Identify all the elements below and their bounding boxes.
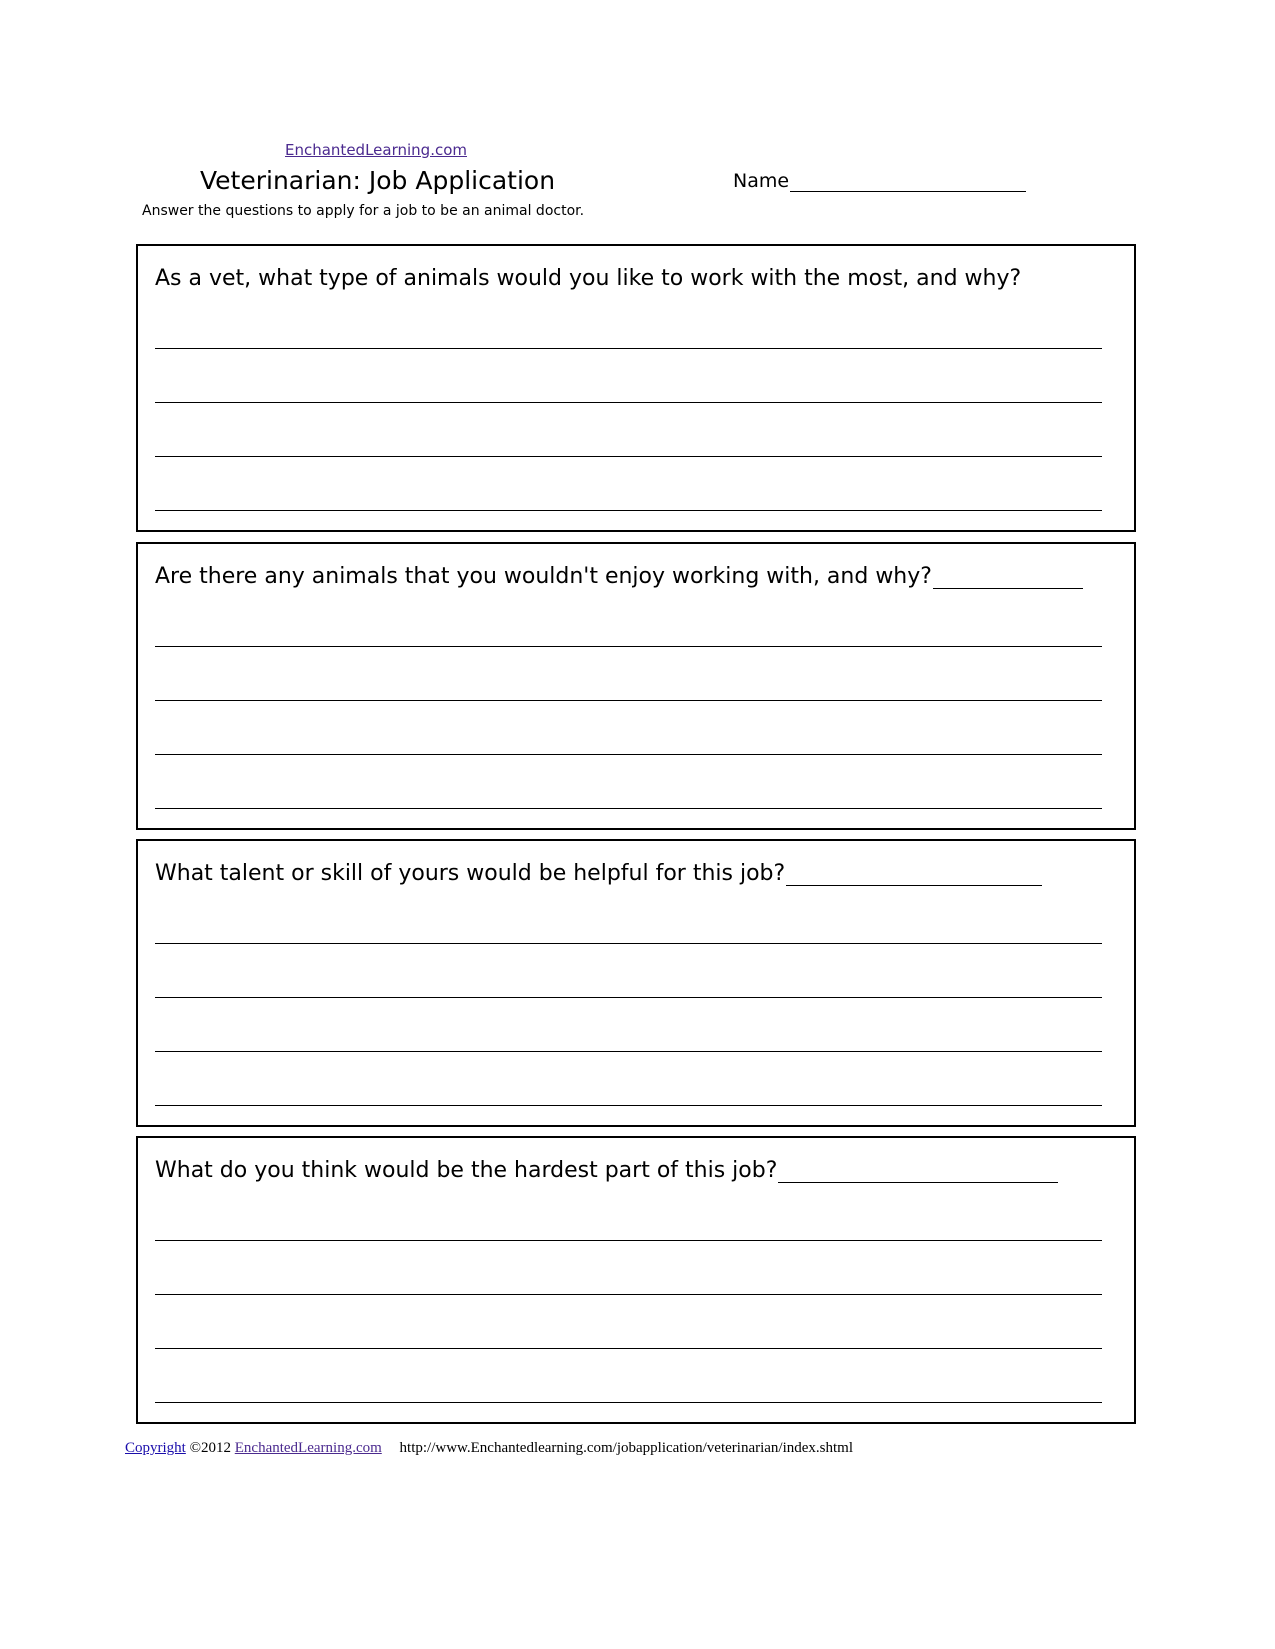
question-1-text: As a vet, what type of animals would you like to work with the most, and why?: [155, 266, 1022, 291]
answer-trailing-line: [933, 566, 1083, 589]
question-4-text: What do you think would be the hardest part of this job?: [155, 1158, 778, 1183]
question-1: [155, 266, 1021, 291]
copyright-link[interactable]: Copyright: [125, 1440, 186, 1456]
answer-line: [155, 1051, 1102, 1052]
question-box-3: [136, 839, 1136, 1127]
name-field: [733, 170, 1026, 192]
answer-line: [155, 1402, 1102, 1403]
answer-line: [155, 754, 1102, 755]
question-box-1: [136, 244, 1136, 532]
question-box-4: [136, 1136, 1136, 1424]
question-2: [155, 564, 1083, 589]
answer-line: [155, 1240, 1102, 1241]
name-label: Name: [733, 170, 790, 192]
footer: [125, 1440, 853, 1457]
answer-line: [155, 1105, 1102, 1106]
answer-line: [155, 510, 1102, 511]
page-title: Veterinarian: Job Application: [200, 166, 556, 195]
question-4: [155, 1158, 1058, 1183]
question-box-2: [136, 542, 1136, 830]
answer-line: [155, 997, 1102, 998]
answer-line: [155, 943, 1102, 944]
enchantedlearning-footer-link[interactable]: EnchantedLearning.com: [234, 1440, 382, 1456]
answer-line: [155, 1294, 1102, 1295]
answer-trailing-line: [778, 1160, 1058, 1183]
answer-line: [155, 646, 1102, 647]
answer-trailing-line: [786, 863, 1042, 886]
name-blank-line: [790, 171, 1026, 192]
answer-line: [155, 1348, 1102, 1349]
question-3: [155, 861, 1042, 886]
question-2-text: Are there any animals that you wouldn't enjoy working with, and why?: [155, 564, 932, 589]
copyright-year: ©2012: [189, 1440, 231, 1456]
answer-line: [155, 402, 1102, 403]
page-url: http://www.Enchantedlearning.com/jobapplication/veterinarian/index.shtml: [399, 1440, 854, 1456]
answer-line: [155, 700, 1102, 701]
answer-line: [155, 456, 1102, 457]
instructions: Answer the questions to apply for a job to be an animal doctor.: [142, 203, 585, 219]
answer-line: [155, 348, 1102, 349]
answer-line: [155, 808, 1102, 809]
question-3-text: What talent or skill of yours would be helpful for this job?: [155, 861, 786, 886]
enchantedlearning-header-link[interactable]: EnchantedLearning.com: [285, 141, 467, 159]
